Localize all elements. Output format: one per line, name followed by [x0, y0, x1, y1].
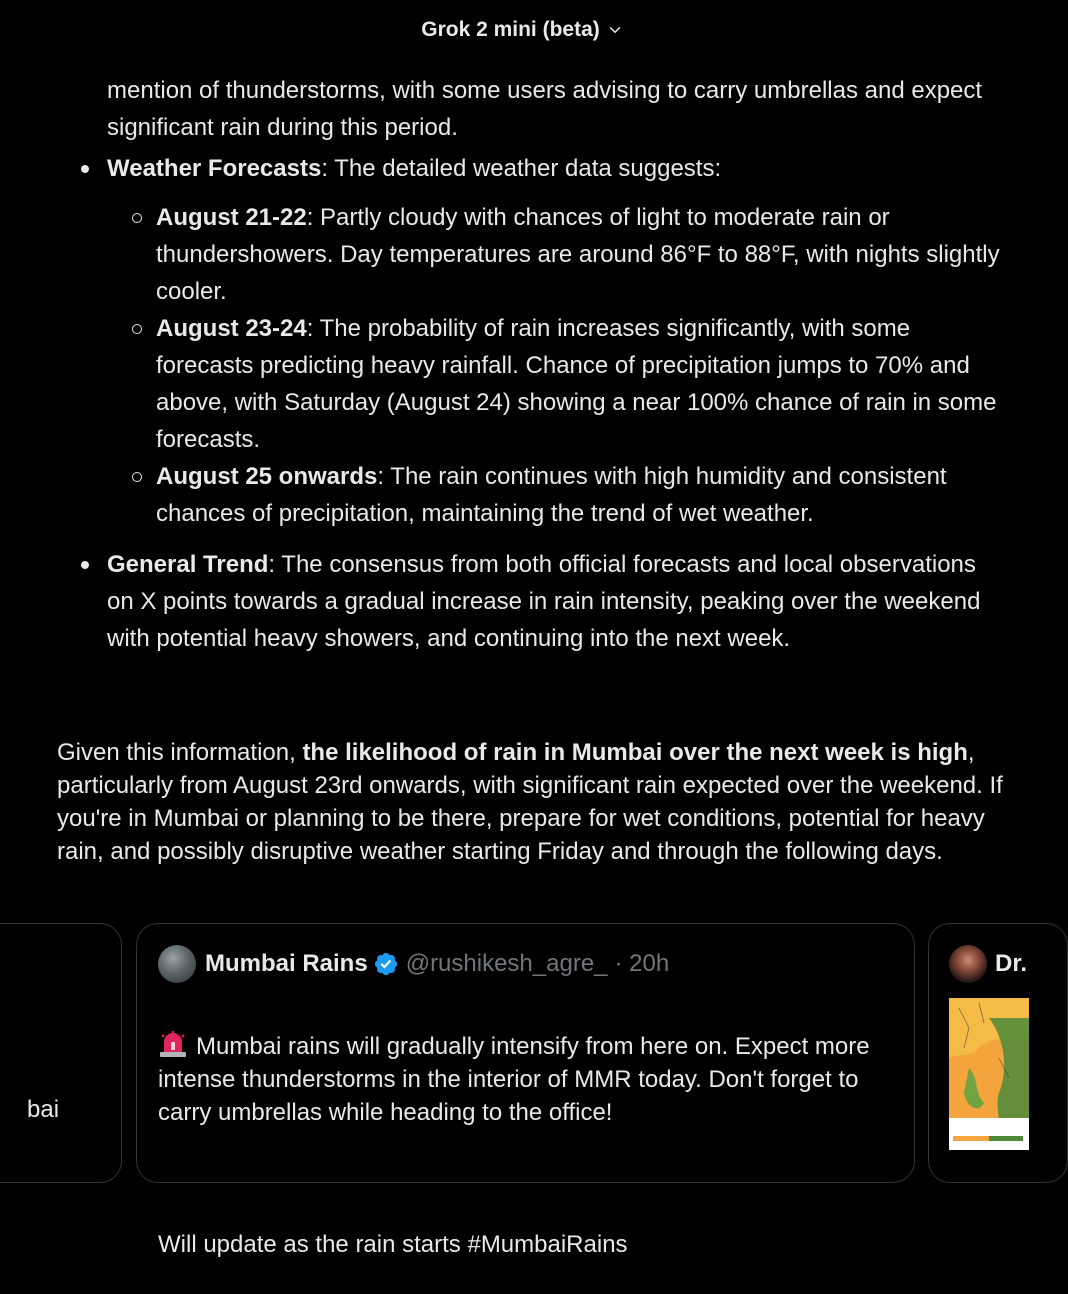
bullet-list-2	[107, 546, 1007, 657]
sub-bullet-circle	[132, 472, 142, 482]
post-text-line-2: Will update as the rain starts #MumbaiRains	[158, 1231, 628, 1258]
rotating-light-icon	[158, 1030, 188, 1058]
sub-bullet-circle	[132, 324, 142, 334]
summary-suffix: , particularly from August 23rd onwards, with significant rain expected over the weekend. If you're in Mumbai or planning to be there, prepare for wet conditions, potential for heavy rain, and possibly disruptive weather starting Friday and through the following days.	[57, 739, 1003, 865]
bullet-text: : The consensus from both official forecasts and local observations on X points towards a gradual increase in rain intensity, peaking over the weekend with potential heavy showers, and continuing into the next week.	[107, 551, 981, 652]
sub-bullet-title: August 25 onwards	[156, 463, 378, 490]
sub-bullet-text: : Partly cloudy with chances of light to moderate rain or thundershowers. Day temperatures are around 86°F to 88°F, with nights slightly cooler.	[156, 204, 1000, 305]
post-header	[158, 945, 669, 983]
model-selector[interactable]	[421, 18, 624, 42]
top-bar	[0, 0, 1045, 60]
avatar[interactable]	[949, 945, 987, 983]
map-graphic	[949, 998, 1029, 1150]
sub-bullet-list	[107, 199, 1007, 532]
author-name-fragment[interactable]: Dr.	[995, 950, 1028, 977]
bullet-text: : The detailed weather data suggests:	[321, 155, 722, 182]
bullet-list	[107, 150, 1007, 187]
author-handle[interactable]: @rushikesh_agre_	[405, 950, 608, 977]
sub-bullet-aug-23-24	[156, 310, 1007, 458]
bullet-dot	[81, 165, 89, 173]
post-carousel	[0, 923, 1045, 1258]
post-card-next[interactable]	[928, 923, 1068, 1183]
avatar[interactable]	[158, 945, 196, 983]
sub-bullet-text: : The rain continues with high humidity and consistent chances of precipitation, maintaining the trend of wet weather.	[156, 463, 947, 527]
post-card-previous[interactable]	[0, 923, 122, 1183]
author-name[interactable]: Mumbai Rains	[205, 950, 368, 977]
bullet-title: General Trend	[107, 551, 269, 578]
summary-bold: the likelihood of rain in Mumbai over the next week is high	[302, 739, 968, 766]
post-body-line-1	[158, 1030, 898, 1129]
sub-bullet-title: August 23-24	[156, 315, 307, 342]
bullet-general-trend	[107, 546, 1007, 657]
post-text-line-1: Mumbai rains will gradually intensify from here on. Expect more intense thunderstorms in the interior of MMR today. Don't forget to carry umbrellas while heading to the office!	[158, 1033, 870, 1126]
bullet-dot	[81, 561, 89, 569]
sub-bullet-aug-25-onwards	[156, 458, 1007, 532]
precipitation-map-image[interactable]	[949, 998, 1029, 1150]
sub-bullet-text: : The probability of rain increases significantly, with some forecasts predicting heavy rainfall. Chance of precipitation jumps to 70% and above, with Saturday (August 24) showing a near 100% chance of rain in some forecasts.	[156, 315, 997, 453]
post-header-next	[949, 945, 1027, 983]
summary-paragraph	[57, 736, 1007, 868]
post-time[interactable]: · 20h	[614, 950, 670, 977]
model-label: Grok 2 mini (beta)	[421, 18, 600, 41]
continued-paragraph: mention of thunderstorms, with some users advising to carry umbrellas and expect significant rain during this period.	[107, 77, 983, 141]
sub-bullet-aug-21-22	[156, 199, 1007, 310]
post-body	[158, 997, 898, 1294]
bullet-title: Weather Forecasts	[107, 155, 322, 182]
sub-bullet-title: August 21-22	[156, 204, 307, 231]
sub-bullet-circle	[132, 213, 142, 223]
bullet-weather-forecasts	[107, 150, 1007, 187]
chevron-down-icon	[606, 21, 624, 39]
summary-prefix: Given this information,	[57, 739, 303, 766]
verified-badge-icon	[373, 951, 399, 977]
post-card[interactable]	[136, 923, 915, 1258]
post-text-fragment: bai	[27, 1096, 60, 1123]
